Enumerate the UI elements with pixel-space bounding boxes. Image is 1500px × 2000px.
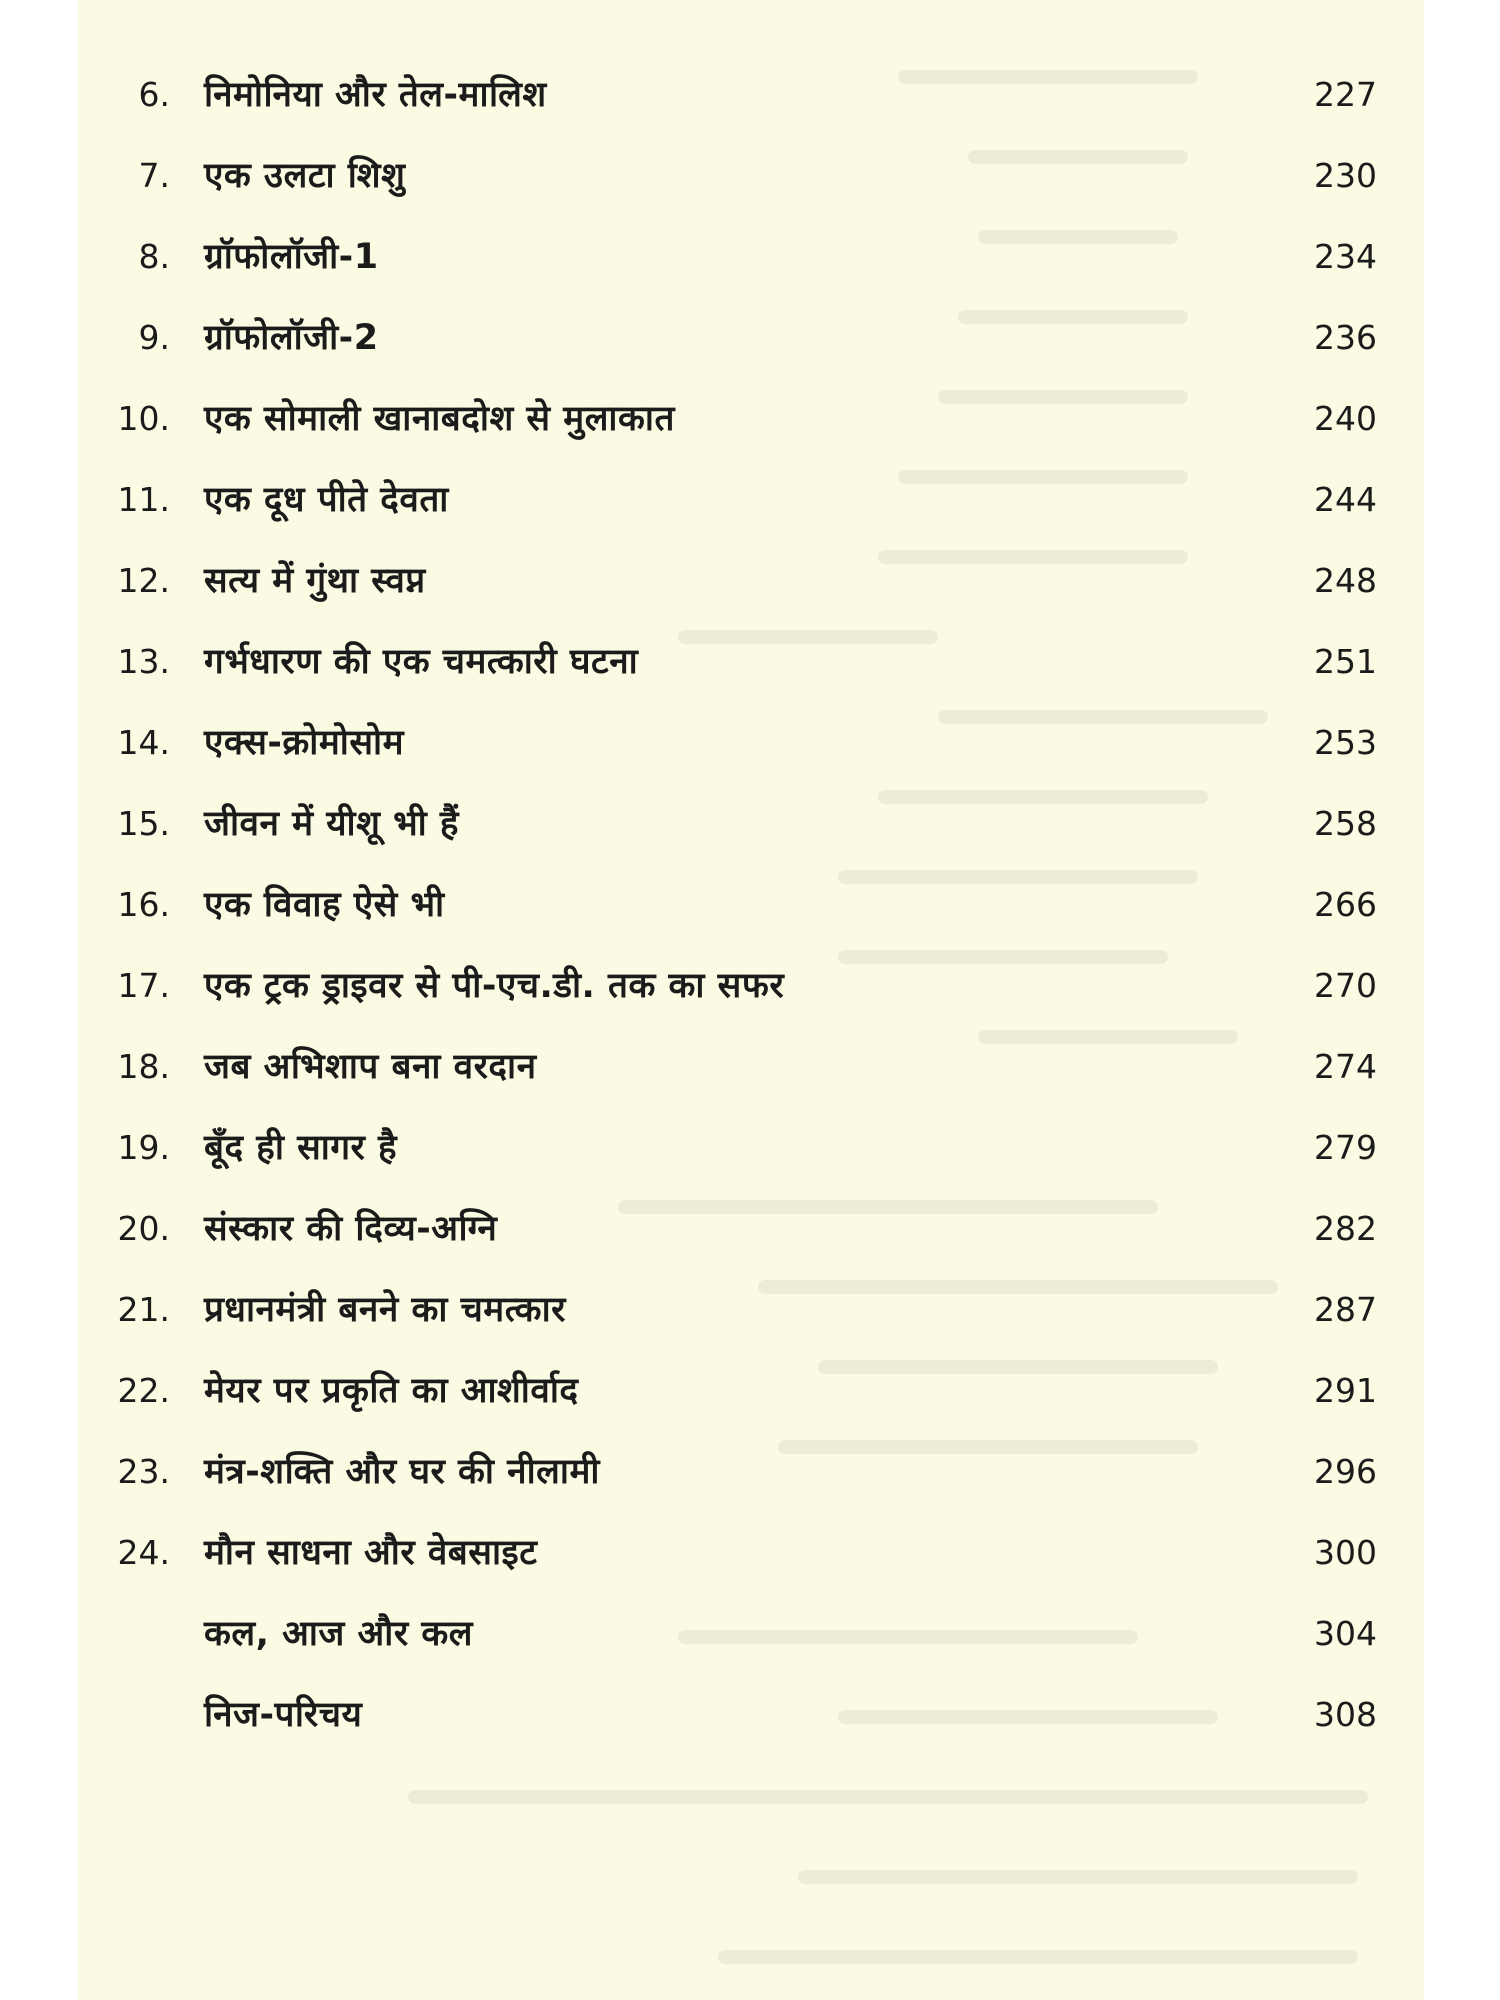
entry-number: 24. <box>117 1533 170 1572</box>
entry-number: 11. <box>117 480 170 519</box>
toc-entry[interactable] <box>78 551 1424 611</box>
toc-entry[interactable] <box>78 227 1424 287</box>
entry-number: 21. <box>117 1290 170 1329</box>
entry-page-number: 234 <box>1314 237 1377 276</box>
entry-title: गर्भधारण की एक चमत्कारी घटना <box>204 642 639 682</box>
entry-title: एक सोमाली खानाबदोश से मुलाकात <box>204 399 675 439</box>
entry-number: 14. <box>117 723 170 762</box>
toc-entry[interactable] <box>78 794 1424 854</box>
entry-page-number: 248 <box>1314 561 1377 600</box>
entry-page-number: 253 <box>1314 723 1377 762</box>
entry-title: एक विवाह ऐसे भी <box>204 885 445 925</box>
entry-number: 18. <box>117 1047 170 1086</box>
entry-number: 10. <box>117 399 170 438</box>
entry-page-number: 230 <box>1314 156 1377 195</box>
toc-entry[interactable] <box>78 1361 1424 1421</box>
entry-number: 9. <box>138 318 170 357</box>
toc-entry[interactable] <box>78 956 1424 1016</box>
entry-page-number: 308 <box>1314 1695 1377 1734</box>
toc-entry[interactable] <box>78 470 1424 530</box>
entry-title: मंत्र-शक्ति और घर की नीलामी <box>204 1452 600 1492</box>
entry-title: एक्स-क्रोमोसोम <box>204 723 405 763</box>
entry-number: 22. <box>117 1371 170 1410</box>
toc-entry[interactable] <box>78 308 1424 368</box>
entry-page-number: 287 <box>1314 1290 1377 1329</box>
toc-entry[interactable] <box>78 1523 1424 1583</box>
entry-page-number: 240 <box>1314 399 1377 438</box>
entry-title: एक उलटा शिशु <box>204 156 406 196</box>
entry-page-number: 236 <box>1314 318 1377 357</box>
entry-title: ग्रॉफोलॉजी-1 <box>204 237 379 277</box>
entry-page-number: 279 <box>1314 1128 1377 1167</box>
entry-title: एक ट्रक ड्राइवर से पी-एच.डी. तक का सफर <box>204 966 785 1006</box>
entry-title: मेयर पर प्रकृति का आशीर्वाद <box>204 1371 579 1411</box>
entry-page-number: 227 <box>1314 75 1377 114</box>
entry-page-number: 304 <box>1314 1614 1377 1653</box>
entry-number: 16. <box>117 885 170 924</box>
toc-entry[interactable] <box>78 1037 1424 1097</box>
toc-entry[interactable] <box>78 1199 1424 1259</box>
toc-entry[interactable] <box>78 1280 1424 1340</box>
toc-entry[interactable] <box>78 713 1424 773</box>
entry-page-number: 300 <box>1314 1533 1377 1572</box>
toc-entry[interactable] <box>78 875 1424 935</box>
toc-entry[interactable] <box>78 65 1424 125</box>
entry-title: एक दूध पीते देवता <box>204 480 449 520</box>
entry-number: 19. <box>117 1128 170 1167</box>
toc-entry[interactable] <box>78 1442 1424 1502</box>
entry-title: निमोनिया और तेल-मालिश <box>204 75 547 115</box>
entry-title: ग्रॉफोलॉजी-2 <box>204 318 379 358</box>
entry-number: 12. <box>117 561 170 600</box>
entry-page-number: 258 <box>1314 804 1377 843</box>
entry-page-number: 244 <box>1314 480 1377 519</box>
entry-page-number: 291 <box>1314 1371 1377 1410</box>
entry-number: 20. <box>117 1209 170 1248</box>
entry-page-number: 251 <box>1314 642 1377 681</box>
entry-title: संस्कार की दिव्य-अग्नि <box>204 1209 498 1249</box>
entry-title: जीवन में यीशू भी हैं <box>204 804 460 844</box>
entry-page-number: 274 <box>1314 1047 1377 1086</box>
entry-number: 23. <box>117 1452 170 1491</box>
entry-title: जब अभिशाप बना वरदान <box>204 1047 537 1087</box>
toc-entry[interactable] <box>78 146 1424 206</box>
entry-page-number: 296 <box>1314 1452 1377 1491</box>
entry-number: 7. <box>138 156 170 195</box>
entry-page-number: 266 <box>1314 885 1377 924</box>
entry-number: 6. <box>138 75 170 114</box>
entry-title: निज-परिचय <box>204 1695 363 1735</box>
entry-title: बूँद ही सागर है <box>204 1128 398 1168</box>
toc-entry[interactable] <box>78 1118 1424 1178</box>
entry-number: 15. <box>117 804 170 843</box>
entry-page-number: 270 <box>1314 966 1377 1005</box>
entry-title: कल, आज और कल <box>204 1614 473 1654</box>
entry-page-number: 282 <box>1314 1209 1377 1248</box>
book-page <box>78 0 1424 2000</box>
toc-entry[interactable] <box>78 1604 1424 1664</box>
entry-title: प्रधानमंत्री बनने का चमत्कार <box>204 1290 566 1330</box>
entry-number: 17. <box>117 966 170 1005</box>
toc-entry[interactable] <box>78 1685 1424 1745</box>
toc-entry[interactable] <box>78 389 1424 449</box>
entry-title: सत्य में गुंथा स्वप्न <box>204 561 426 601</box>
toc-entry[interactable] <box>78 632 1424 692</box>
entry-number: 13. <box>117 642 170 681</box>
entry-title: मौन साधना और वेबसाइट <box>204 1533 538 1573</box>
entry-number: 8. <box>138 237 170 276</box>
